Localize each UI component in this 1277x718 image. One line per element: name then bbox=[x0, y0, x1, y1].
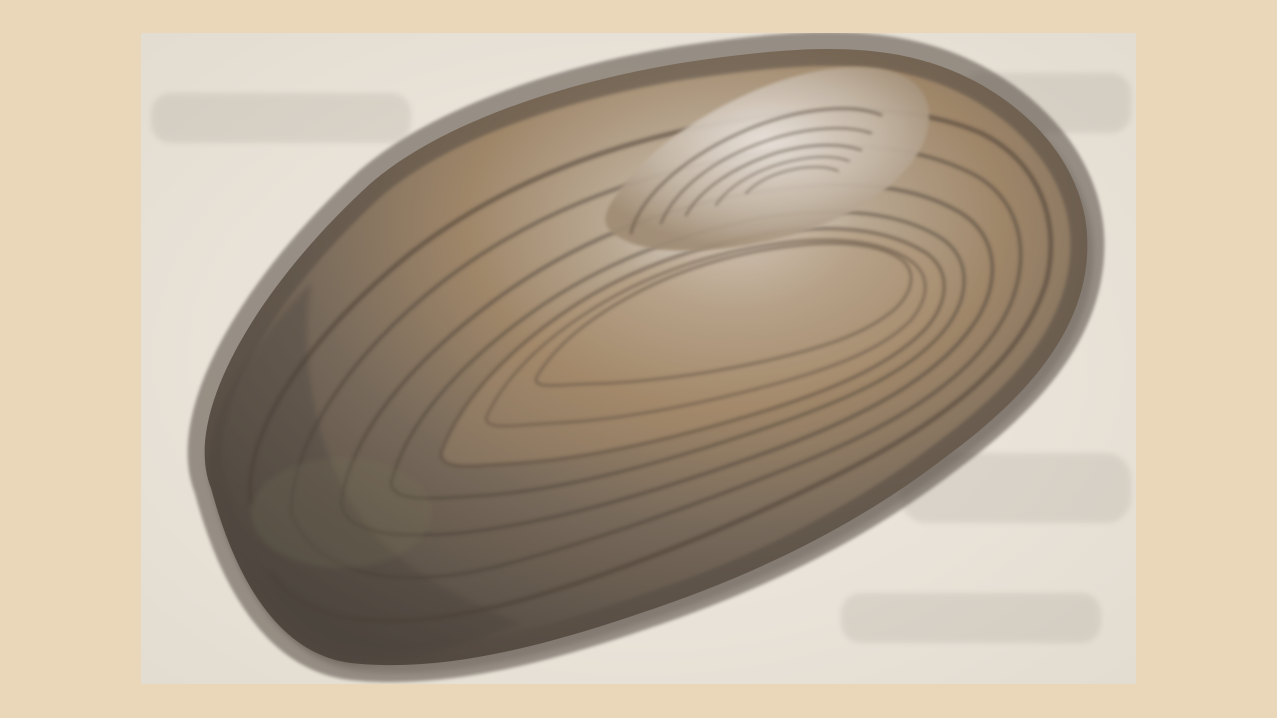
green-tint bbox=[251, 458, 431, 568]
shell-photo bbox=[141, 33, 1136, 684]
shell-illustration bbox=[141, 33, 1136, 684]
